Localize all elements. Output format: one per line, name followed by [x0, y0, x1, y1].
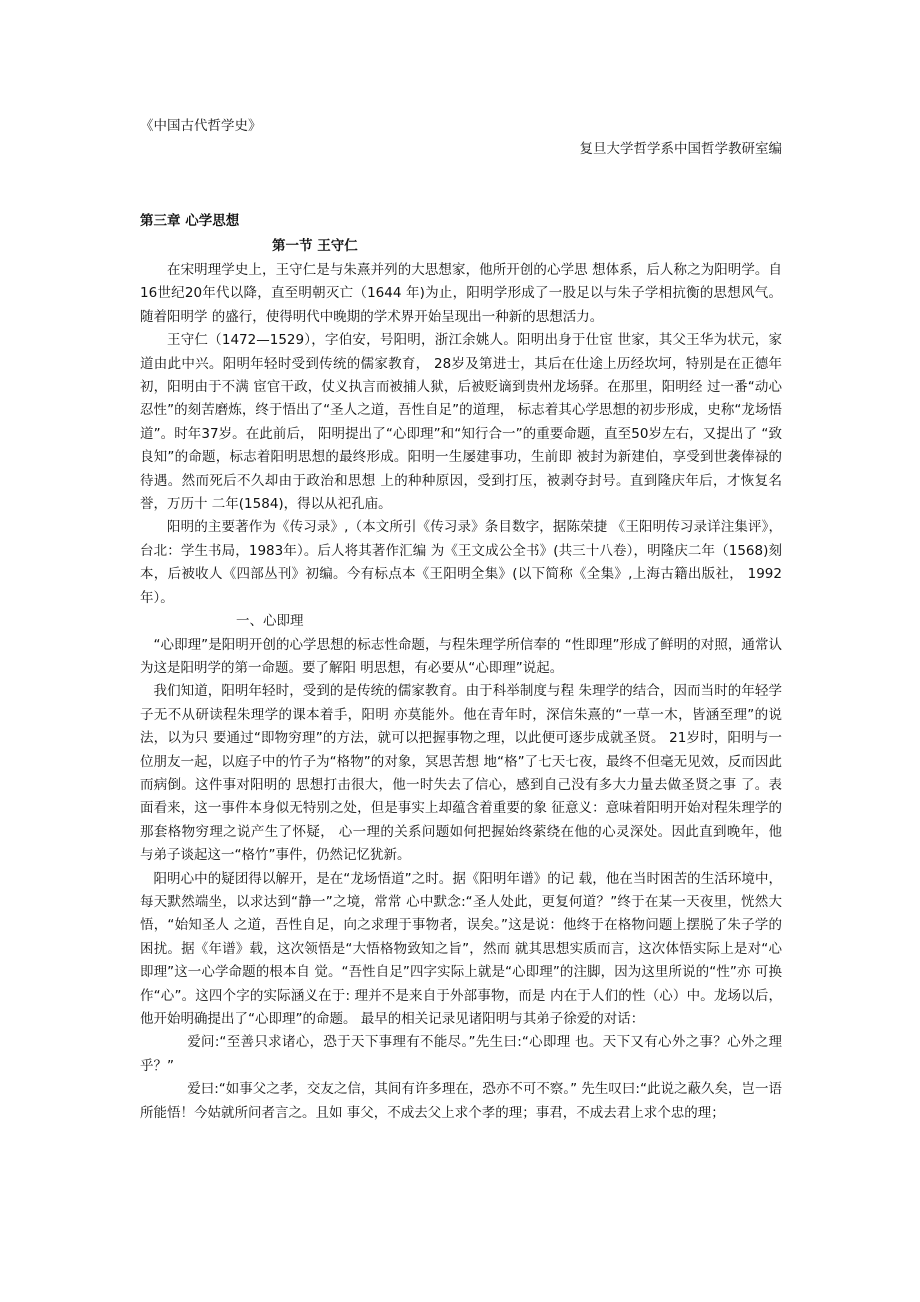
editor-credit: 复旦大学哲学系中国哲学教研室编	[579, 141, 782, 157]
paragraph-biography: 王守仁（1472—1529），字伯安，号阳明，浙江余姚人。阳明出身于仕宦 世家，其父王华为状元，家道由此中兴。阳明年轻时受到传统的儒家教育， 28岁及第进士，其后在仕途上历经坎坷，特别是在正德年初，阳明由于不满 宦官干政，仗义执言而被捕人狱，后被贬谪到贵州龙场驿。在那里，阳明经 过一番“动心忍性”的刻苦磨炼，终于悟出了“圣人之道，吾性自足”的道理， 标志着其心学思想的初步形成，史称“龙场悟道”。时年37岁。在此前后， 阳明提出了“心即理”和“知行合一”的重要命题，直至50岁左右，又提出了 “致良知”的命题，标志着阳明思想的最终形成。阳明一生屡建事功，生前即 被封为新建伯，享受到世袭俸禄的待遇。然而死后不久却由于政治和思想 上的种种原因，受到打压，被剥夺封号。直到隆庆年后，才恢复名誉，万历十 二年(1584)，得以从祀孔庙。	[140, 332, 782, 513]
quote-dialogue-1: 爱问:“至善只求诸心，恐于天下事理有不能尽。”先生曰:“心即理 也。天下又有心外之事？心外之理乎？”	[140, 1034, 782, 1074]
body-text	[140, 259, 782, 1125]
subsection-heading: 一、心即理	[236, 613, 304, 630]
paragraph-intro: 在宋明理学史上，王守仁是与朱熹并列的大思想家，他所开创的心学思 想体系，后人称之为阳明学。自16世纪20年代以降，直至明朝灭亡（1644 年)为止，阳明学形成了一股足以与朱子学相抗衡的思想风气。随着阳明学 的盛行，使得明代中晚期的学术界开始呈现出一种新的思想活力。	[140, 262, 782, 325]
quote-dialogue-2: 爱曰:“如事父之孝，交友之信，其间有许多理在，恐亦不可不察。” 先生叹曰:“此说之蔽久矣，岂一语所能悟！今姑就所问者言之。且如 事父，不成去父上求个孝的理；事君，不成去君上求个忠的理；	[140, 1081, 782, 1121]
paragraph-works: 阳明的主要著作为《传习录》,（本文所引《传习录》条目数字，据陈荣捷 《王阳明传习录详注集评》，台北：学生书局，1983年）。后人将其著作汇编 为《王文成公全书》(共三十八卷），明隆庆二年（1568)刻本，后被收人《四部丛刊》初编。今有标点本《王阳明全集》(以下简称《全集》,上海古籍出版社， 1992年）。	[140, 519, 782, 606]
paragraph-longchang: 阳明心中的疑团得以解开，是在“龙场悟道”之时。据《阳明年谱》的记 载，他在当时困苦的生活环境中，每天默然端坐，以求达到“静一”之境，常常 心中默念:“圣人处此，更复何道？”终于在某一天夜里，恍然大悟，“始知圣人 之道，吾性自足，向之求理于事物者，误矣。”这是说：他终于在格物问题上摆脱了朱子学的困扰。据《年谱》载，这次领悟是“大悟格物致知之旨”，然而 就其思想实质而言，这次体悟实际上是对“心即理”这一心学命题的根本自 觉。“吾性自足”四字实际上就是“心即理”的注脚，因为这里所说的“性”亦 可换作“心”。这四个字的实际涵义在于: 理并不是来自于外部事物，而是 内在于人们的性（心）中。龙场以后，他开始明确提出了“心即理”的命题。 最早的相关记录见诸阳明与其弟子徐爱的对话：	[140, 870, 782, 1027]
chapter-title: 第三章 心学思想	[140, 213, 240, 229]
paragraph-gezhu: 我们知道，阳明年轻时，受到的是传统的儒家教育。由于科举制度与程 朱理学的结合，因而当时的年轻学子无不从研读程朱理学的课本着手，阳明 亦莫能外。他在青年时，深信朱熹的“一草一木，皆涵至理”的说法，以为只 要通过“即物穷理”的方法，就可以把握事物之理，以此便可逐步成就圣贤。 21岁时，阳明与一位朋友一起，以庭子中的竹子为“格物”的对象，冥思苦想 地“格”了七天七夜，最终不但毫无见效，反而因此而病倒。这件事对阳明的 思想打击很大，他一时失去了信心，感到自己没有多大力量去做圣贤之事 了。表面看来，这一事件本身似无特别之处，但是事实上却蕴含着重要的象 征意义：意味着阳明开始对程朱理学的那套格物穷理之说产生了怀疑， 心一理的关系问题如何把握始终萦绕在他的心灵深处。因此直到晚年，他 与弟子谈起这一“格竹”事件，仍然记忆犹新。	[140, 683, 782, 864]
section-title: 第一节 王守仁	[272, 238, 358, 254]
book-title: 《中国古代哲学史》	[140, 118, 262, 134]
paragraph-xinjili: “心即理”是阳明开创的心学思想的标志性命题，与程朱理学所信奉的 “性即理”形成了鲜明的对照，通常认为这是阳明学的第一命题。要了解阳 明思想，有必要从“心即理”说起。	[140, 636, 782, 676]
